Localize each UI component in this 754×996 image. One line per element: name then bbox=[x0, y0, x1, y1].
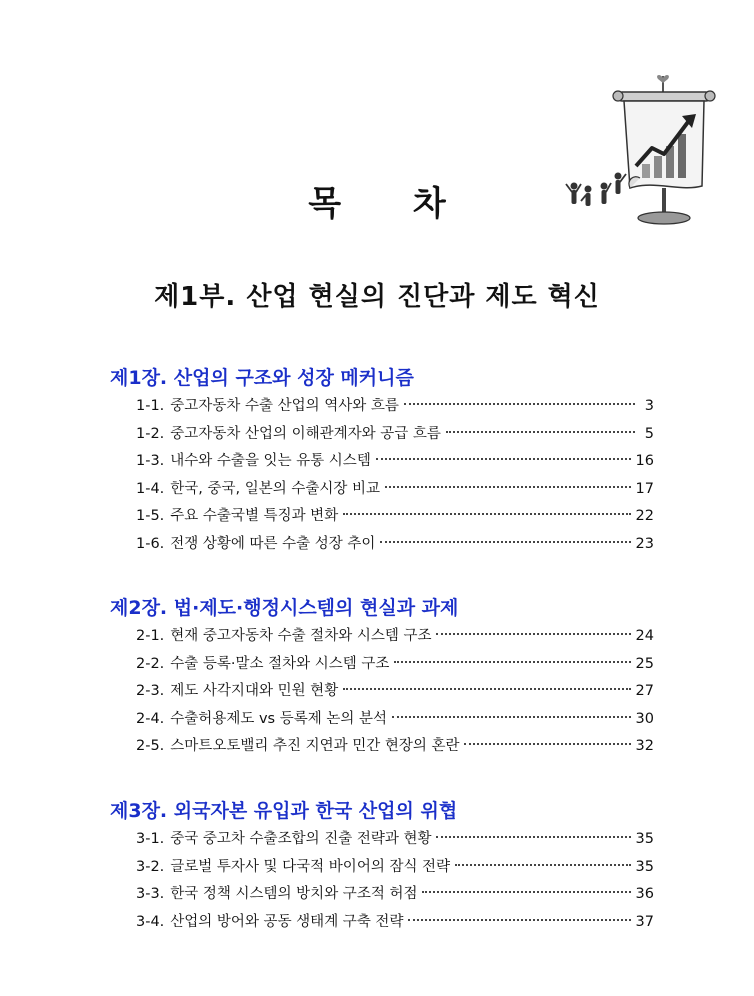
toc-entry[interactable] bbox=[110, 909, 654, 937]
toc-entry[interactable] bbox=[110, 476, 654, 504]
toc-entry[interactable] bbox=[110, 448, 654, 476]
entry-number: 1-3. bbox=[136, 453, 165, 469]
entry-text: 한국, 중국, 일본의 수출시장 비교 bbox=[170, 480, 381, 497]
chapter-2 bbox=[110, 593, 654, 761]
entry-number: 3-2. bbox=[136, 858, 165, 875]
entry-text: 수출허용제도 vs 등록제 논의 분석 bbox=[170, 710, 387, 727]
entry-number: 3-4. bbox=[136, 913, 165, 930]
toc-entry[interactable] bbox=[110, 421, 654, 449]
entry-number: 2-2. bbox=[136, 655, 165, 672]
chapter-title: 제1장. 산업의 구조와 성장 메커니즘 bbox=[110, 367, 414, 389]
chapter-3 bbox=[110, 796, 654, 936]
entry-number: 2-3. bbox=[136, 683, 165, 699]
entry-number: 2-1. bbox=[136, 628, 165, 644]
entry-text: 전쟁 상황에 따른 수출 성장 추이 bbox=[170, 535, 376, 552]
entry-number: 1-1. bbox=[136, 398, 165, 414]
dot-leader bbox=[464, 743, 630, 745]
entry-page: 23 bbox=[635, 535, 654, 552]
toc-entry[interactable] bbox=[110, 678, 654, 706]
entry-text: 글로벌 투자사 및 다국적 바이어의 잠식 전략 bbox=[170, 858, 451, 875]
chapter-1 bbox=[110, 363, 654, 558]
toc-entry[interactable] bbox=[110, 826, 654, 854]
toc-entry[interactable] bbox=[110, 706, 654, 734]
toc-entry[interactable] bbox=[110, 733, 654, 761]
dot-leader bbox=[422, 891, 630, 893]
toc-entry[interactable] bbox=[110, 854, 654, 882]
toc-entry[interactable] bbox=[110, 503, 654, 531]
dot-leader bbox=[343, 688, 630, 690]
entry-page: 24 bbox=[635, 628, 654, 644]
entry-text: 스마트오토밸리 추진 지연과 민간 현장의 혼란 bbox=[170, 738, 460, 754]
entry-number: 2-4. bbox=[136, 710, 165, 727]
entry-text: 중고자동차 산업의 이해관계자와 공급 흐름 bbox=[170, 425, 441, 442]
part-title: 제1부. 산업 현실의 진단과 제도 혁신 bbox=[154, 282, 600, 312]
entry-text: 중고자동차 수출 산업의 역사와 흐름 bbox=[170, 398, 399, 414]
entry-page: 35 bbox=[635, 858, 654, 875]
entry-page: 22 bbox=[635, 508, 654, 524]
toc-entry[interactable] bbox=[110, 623, 654, 651]
entry-number: 1-6. bbox=[136, 535, 165, 552]
entry-page: 5 bbox=[644, 425, 654, 442]
toc-title: 목 차 bbox=[308, 184, 476, 224]
entry-page: 36 bbox=[635, 886, 654, 902]
entry-number: 1-4. bbox=[136, 480, 165, 497]
dot-leader bbox=[404, 403, 635, 405]
dot-leader bbox=[394, 661, 630, 663]
entry-number: 1-2. bbox=[136, 425, 165, 442]
dot-leader bbox=[455, 864, 630, 866]
entry-page: 25 bbox=[635, 655, 654, 672]
entry-page: 27 bbox=[635, 683, 654, 699]
chapter-title: 제2장. 법·제도·행정시스템의 현실과 과제 bbox=[110, 597, 459, 619]
entry-text: 내수와 수출을 잇는 유통 시스템 bbox=[170, 453, 371, 469]
toc-entry[interactable] bbox=[110, 881, 654, 909]
entry-page: 16 bbox=[635, 453, 654, 469]
dot-leader bbox=[436, 633, 630, 635]
dot-leader bbox=[376, 458, 631, 460]
dot-leader bbox=[392, 716, 631, 718]
dot-leader bbox=[446, 431, 635, 433]
toc-entry[interactable] bbox=[110, 651, 654, 679]
toc-entry[interactable] bbox=[110, 531, 654, 559]
entry-number: 1-5. bbox=[136, 508, 165, 524]
toc-entry[interactable] bbox=[110, 393, 654, 421]
entry-text: 산업의 방어와 공동 생태계 구축 전략 bbox=[170, 913, 404, 930]
entry-number: 3-3. bbox=[136, 886, 165, 902]
entry-page: 30 bbox=[635, 710, 654, 727]
dot-leader bbox=[408, 919, 630, 921]
entry-text: 중국 중고차 수출조합의 진출 전략과 현황 bbox=[170, 831, 432, 847]
dot-leader bbox=[380, 541, 630, 543]
entry-page: 3 bbox=[644, 398, 654, 414]
entry-page: 17 bbox=[635, 480, 654, 497]
entry-text: 주요 수출국별 특징과 변화 bbox=[170, 508, 339, 524]
entry-page: 32 bbox=[635, 738, 654, 754]
entry-text: 한국 정책 시스템의 방치와 구조적 허점 bbox=[170, 886, 418, 902]
entry-page: 37 bbox=[635, 913, 654, 930]
entry-page: 35 bbox=[635, 831, 654, 847]
dot-leader bbox=[436, 836, 630, 838]
entry-text: 수출 등록·말소 절차와 시스템 구조 bbox=[170, 655, 390, 672]
entry-number: 2-5. bbox=[136, 738, 165, 754]
dot-leader bbox=[343, 513, 630, 515]
entry-text: 제도 사각지대와 민원 현황 bbox=[170, 683, 339, 699]
chapter-title: 제3장. 외국자본 유입과 한국 산업의 위협 bbox=[110, 800, 458, 822]
dot-leader bbox=[385, 486, 631, 488]
entry-text: 현재 중고자동차 수출 절차와 시스템 구조 bbox=[170, 628, 432, 644]
entry-number: 3-1. bbox=[136, 831, 165, 847]
